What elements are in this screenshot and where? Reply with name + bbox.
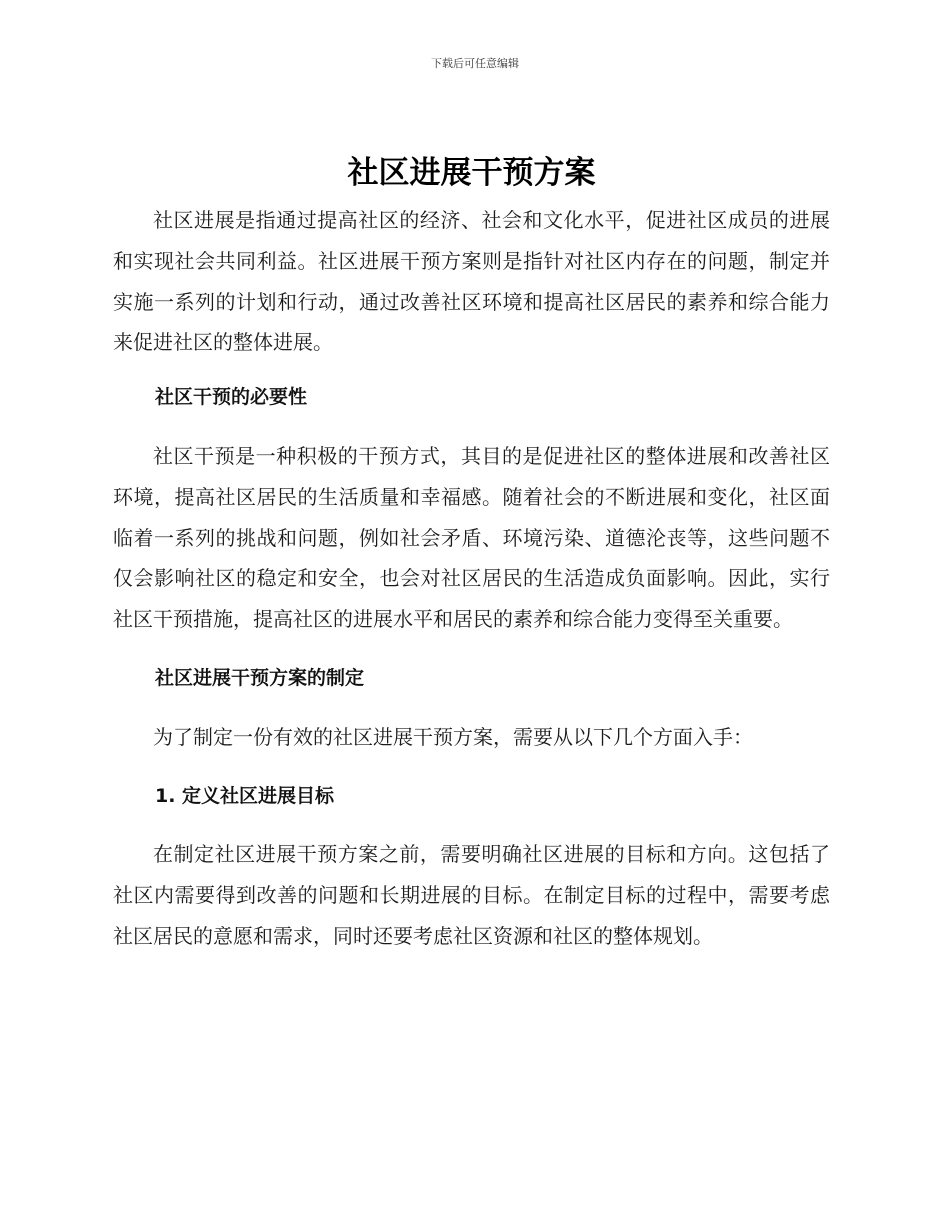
header-note: 下载后可任意编辑 bbox=[431, 57, 519, 70]
spacer bbox=[113, 363, 830, 377]
spacer bbox=[113, 758, 830, 776]
spacer bbox=[113, 699, 830, 717]
section-paragraph-formulation: 为了制定一份有效的社区进展干预方案，需要从以下几个方面入手： bbox=[153, 724, 753, 749]
section-paragraph-goals: 在制定社区进展干预方案之前，需要明确社区进展的目标和方向。这包括了社区内需要得到改善的问题和长期进展的目标。在制定目标的过程中，需要考虑社区居民的意愿和需求，同时还要考虑社区资源和社区的整体规划。 bbox=[113, 842, 830, 948]
section-heading-goals: 1. 定义社区进展目标 bbox=[155, 784, 335, 807]
document-title: 社区进展干预方案 bbox=[347, 155, 596, 191]
intro-paragraph: 社区进展是指通过提高社区的经济、社会和文化水平，促进社区成员的进展和实现社会共同利益。社区进展干预方案则是指针对社区内存在的问题，制定并实施一系列的计划和行动，通过改善社区环境和提高社区居民的素养和综合能力来促进社区的整体进展。 bbox=[113, 208, 830, 355]
section-heading-formulation: 社区进展干预方案的制定 bbox=[155, 666, 365, 689]
section-paragraph-necessity: 社区干预是一种积极的干预方式，其目的是促进社区的整体进展和改善社区环境，提高社区居民的生活质量和幸福感。随着社会的不断进展和变化，社区面临着一系列的挑战和问题，例如社会矛盾、环境污染、道德沦丧等，这些问题不仅会影响社区的稳定和安全，也会对社区居民的生活造成负面影响。因此，实行社区干预措施，提高社区的进展水平和居民的素养和综合能力变得至关重要。 bbox=[113, 443, 830, 632]
document-body bbox=[113, 146, 830, 957]
spacer bbox=[113, 640, 830, 658]
spacer bbox=[113, 418, 830, 436]
section-heading-necessity: 社区干预的必要性 bbox=[155, 386, 308, 409]
spacer bbox=[113, 816, 830, 834]
